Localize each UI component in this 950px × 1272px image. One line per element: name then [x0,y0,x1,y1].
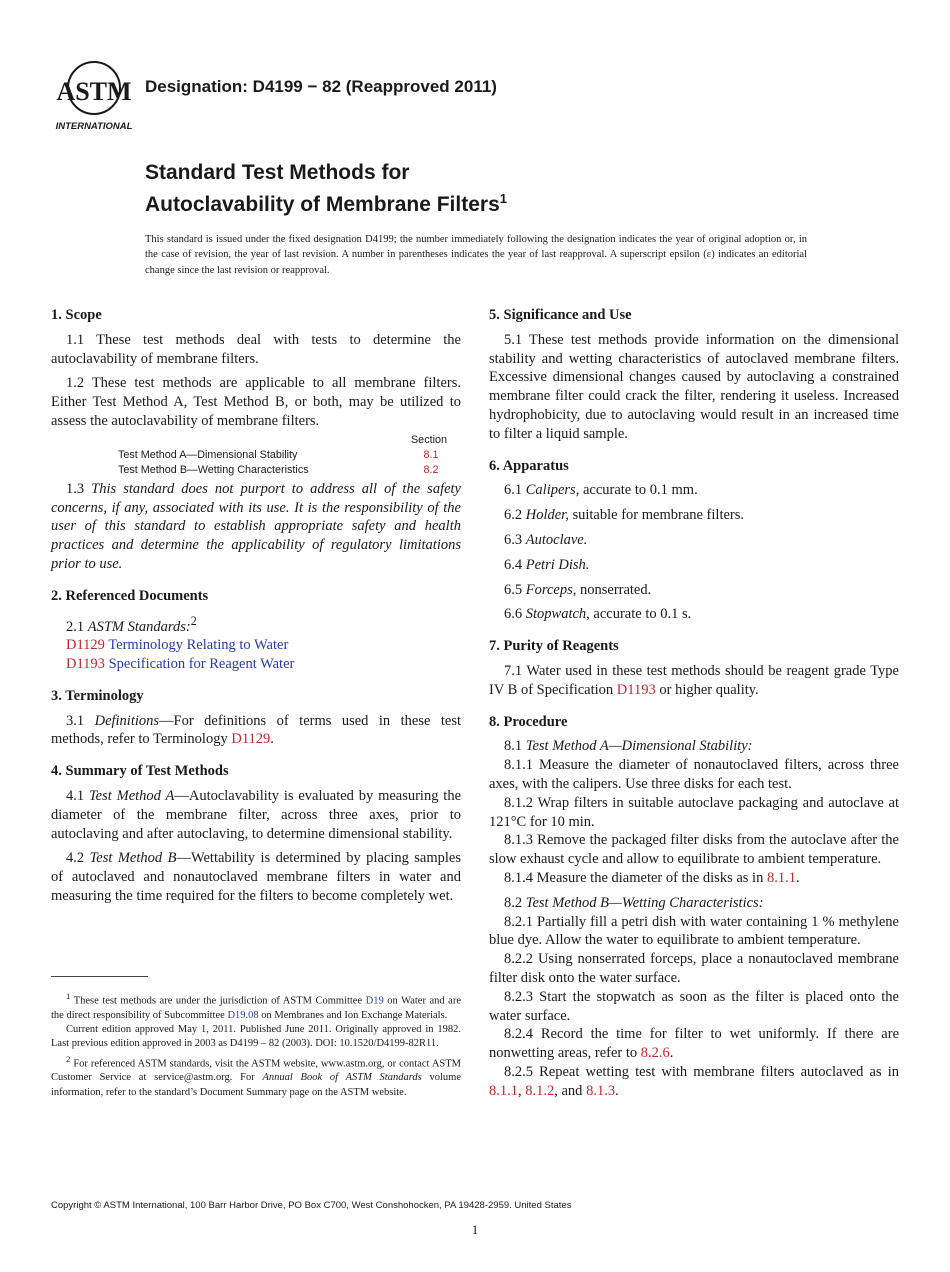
section-heading-terminology: 3. Terminology [51,687,144,704]
table-cell-label: Test Method B—Wetting Characteristics [118,463,309,476]
reference-d1129 [51,636,461,655]
paragraph-8-2-5: 8.2.5 Repeat wetting test with membrane filters autoclaved as in 8.1.1, 8.1.2, and 8.1.3. [489,1063,899,1099]
standard-link[interactable]: D1129 [66,637,105,654]
apparatus-item: 6.5 Forceps, nonserrated. [504,581,652,598]
footnotes [51,989,461,1100]
paragraph-1-3: 1.3 This standard does not purport to address all of the safety concerns, if any, associated with its use. It is the responsibility of the user of this standard to establish appropriate safety and health practices and determine the applicability of regulatory limitations prior to use. [51,480,461,572]
apparatus-item: 6.2 Holder, suitable for membrane filters. [504,507,745,524]
right-column [489,306,899,1100]
designation: Designation: D4199 − 82 (Reapproved 2011) [145,77,497,96]
paragraph-1-2: 1.2 These test methods are applicable to all membrane filters. Either Test Method A, Test Method B, or both, may be utilized to assess the autoclavability of membrane filters. [51,375,461,429]
reference-d1193 [51,655,461,674]
copyright-notice: Copyright © ASTM International, 100 Barr Harbor Drive, PO Box C700, West Conshohocken, PA 19428-2959. United States [51,1200,572,1211]
section-heading-apparatus: 6. Apparatus [489,457,569,474]
subcommittee-link[interactable]: D19.08 [227,1009,259,1021]
table-header: Section [410,433,447,446]
section-heading-procedure: 8. Procedure [489,713,568,730]
standard-title-link[interactable]: Terminology Relating to Water [108,637,289,654]
section-link[interactable]: 8.1 [423,448,439,461]
paragraph-8-1-2: 8.1.2 Wrap filters in suitable autoclave packaging and autoclave at 121°C for 10 min. [489,794,899,830]
section-heading-referenced-documents: 2. Referenced Documents [51,587,209,604]
svg-text:INTERNATIONAL: INTERNATIONAL [55,121,133,132]
section-heading-purity: 7. Purity of Reagents [489,638,619,655]
paragraph-4-2: 4.2 Test Method B—Wettability is determined by placing samples of autoclaved and nonautoclaved membrane filters in water and measuring the time required for the filters to become completely wet. [51,850,462,904]
footnote-divider [51,976,148,977]
paragraph-5-1: 5.1 These test methods provide information on the dimensional stability and wetting characteristics of autoclaved membrane filters. Excessive dimensional changes caused by autoclaving a constrained membrane filter could crack the filter, rendering it useless. Increased hydrophobicity, due to autoclaving would result in an increased time to filter a liquid sample. [489,331,899,442]
footnote-1-edition: Current edition approved May 1, 2011. Published June 2011. Originally approved in 1982. Last previous edition approved in 2003 as D4199 – 82 (2003). DOI: 10.1520/D4199-82R11. [51,1024,461,1050]
section-heading-significance: 5. Significance and Use [489,307,632,323]
title-line-2: Autoclavability of Membrane Filters$^1$ [145,191,507,216]
astm-logo [52,60,136,134]
apparatus-item: 6.1 Calipers, accurate to 0.1 mm. [504,482,698,499]
standard-link[interactable]: D1129 [231,731,271,748]
preamble: This standard is issued under the fixed designation D4199; the number immediately following the designation indicates the year of original adoption or, in the case of revision, the year of last revision. A number in parentheses indicates the year of last reapproval. A superscript epsilon (ε) indicates an editorial change since the last revision or reapproval. [145,234,807,276]
paragraph-4-1: 4.1 Test Method A—Autoclavability is evaluated by measuring the diameter of the membrane filter, across three axes, prior to autoclaving and after autoclaving, to determine dimensional stability. [51,787,462,842]
paragraph-8-2-3: 8.2.3 Start the stopwatch as soon as the filter is placed onto the water surface. [489,988,899,1024]
apparatus-item: 6.3 Autoclave. [504,531,588,548]
footnote-1: $^1$ These test methods are under the jurisdiction of ASTM Committee D19 on Water and are the direct responsibility of Subcommittee D19.08 on Membranes and Ion Exchange Materials. [51,991,461,1021]
section-link[interactable]: 8.2 [423,463,439,476]
section-link[interactable]: 8.1.2 [525,1082,555,1099]
apparatus-item: 6.6 Stopwatch, accurate to 0.1 s. [504,606,692,623]
document-title [145,160,507,218]
page-number: 1 [471,1222,479,1237]
standard-title-link[interactable]: Specification for Reagent Water [108,655,295,672]
paragraph-8-1-4: 8.1.4 Measure the diameter of the disks as in 8.1.1. [504,869,800,886]
paragraph-8-1-1: 8.1.1 Measure the diameter of nonautoclaved filters, across three axes, with the calipers. Use three disks for each test. [489,757,899,792]
footnote-ref[interactable]: 1 [499,191,507,206]
section-heading-scope: 1. Scope [51,307,102,323]
left-column [51,306,461,906]
paragraph-8-2-1: 8.2.1 Partially fill a petri dish with water containing 1 % methylene blue dye. Allow the water to equilibrate to ambient temperature. [489,913,899,949]
table-cell-label: Test Method A—Dimensional Stability [118,448,298,461]
apparatus-item: 6.4 Petri Dish. [504,556,590,573]
standard-link[interactable]: D1193 [616,681,656,698]
committee-link[interactable]: D19 [365,995,384,1007]
section-link[interactable]: 8.1.1 [766,869,796,886]
paragraph-8-2-4: 8.2.4 Record the time for filter to wet uniformly. If there are nonwetting areas, refer to 8.2.6. [489,1026,899,1062]
table-row [51,448,461,463]
footnote-ref[interactable]: 2 [190,613,197,628]
table-row [51,463,461,478]
paragraph-1-1: 1.1 These test methods deal with tests to determine the autoclavability of membrane filters. [51,331,461,367]
section-link[interactable]: 8.1.1 [489,1082,518,1099]
section-link[interactable]: 8.1.3 [586,1082,616,1099]
section-table [51,433,461,478]
paragraph-8-2: 8.2 Test Method B—Wetting Characteristics: [504,894,764,911]
svg-text:ASTM: ASTM [56,77,132,106]
paragraph-7-1: 7.1 Water used in these test methods should be reagent grade Type IV B of Specification D1193 or higher quality. [489,662,899,698]
section-link[interactable]: 8.2.6 [640,1045,670,1062]
standard-link[interactable]: D1193 [66,655,105,672]
paragraph-3-1: 3.1 Definitions—For definitions of terms used in these test methods, refer to Terminology D1129. [51,712,462,748]
paragraph-8-2-2: 8.2.2 Using nonserrated forceps, place a nonautoclaved membrane filter disk onto the water surface. [489,951,899,986]
paragraph-2-1: 2.1 ASTM Standards:$^2$ [66,613,197,635]
paragraph-8-1-3: 8.1.3 Remove the packaged filter disks from the autoclave after the slow exhaust cycle and allow to equilibrate to ambient temperature. [489,832,899,868]
paragraph-8-1: 8.1 Test Method A—Dimensional Stability: [504,738,753,755]
footnote-2: $^2$ For referenced ASTM standards, visit the ASTM website, www.astm.org, or contact ASTM Customer Service at service@astm.org. For Annual Book of ASTM Standards volume information, refer to the standard’s Document Summary page on the ASTM website. [51,1053,461,1098]
title-line-1: Standard Test Methods for [145,161,410,184]
section-heading-summary: 4. Summary of Test Methods [51,763,229,780]
